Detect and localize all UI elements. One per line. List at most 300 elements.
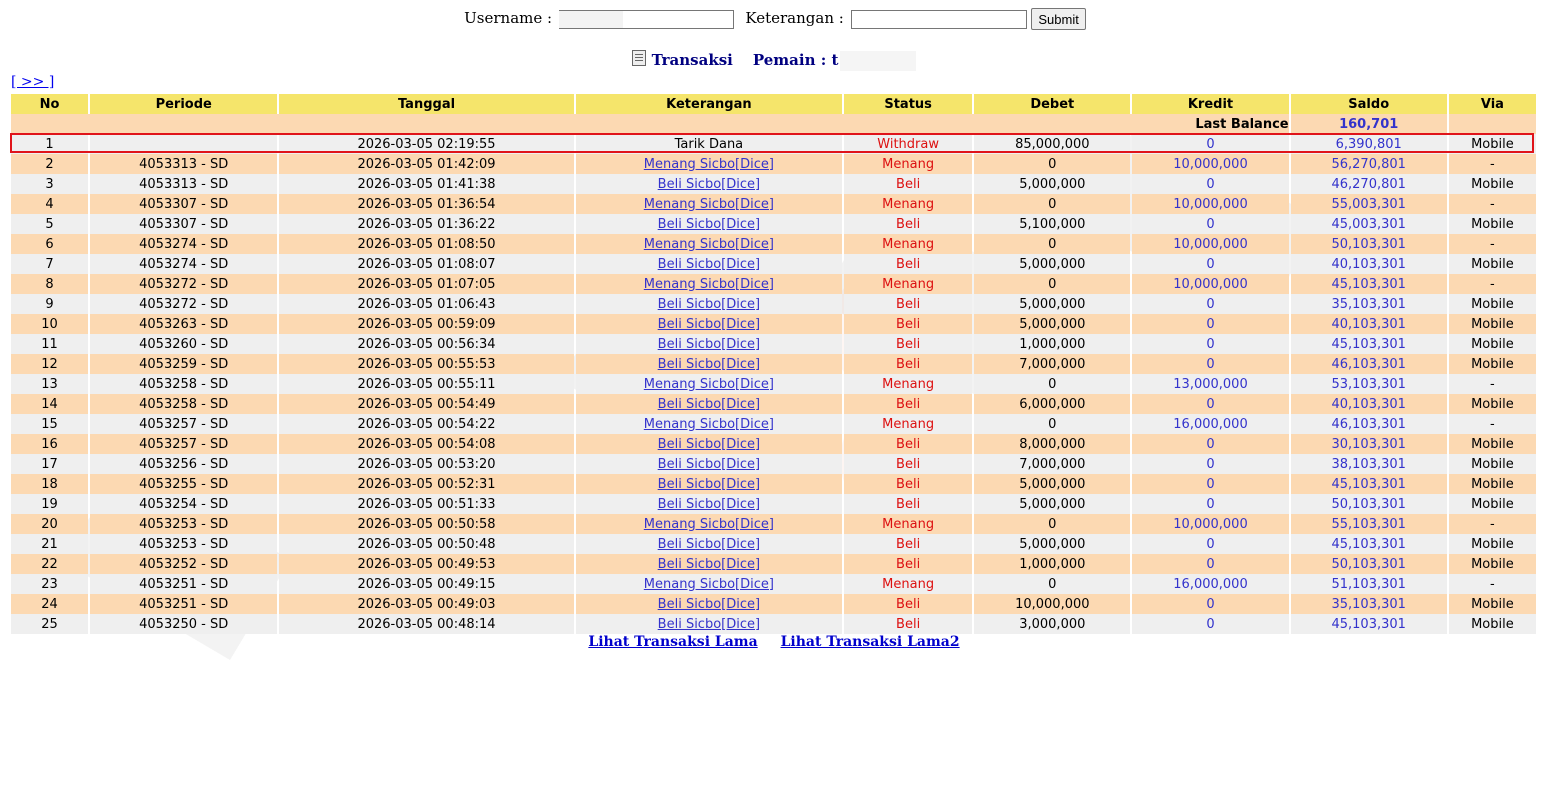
cell-periode: 4053253 - SD — [90, 514, 277, 534]
keterangan-link[interactable]: Beli Sicbo[Dice] — [657, 216, 761, 232]
cell-kredit: 0 — [1132, 554, 1288, 574]
cell-periode: 4053260 - SD — [90, 334, 277, 354]
last-balance-value: 160,701 — [1291, 114, 1447, 134]
col-header-debet: Debet — [974, 94, 1130, 114]
table-row — [11, 594, 1536, 614]
cell-tanggal: 2026-03-05 00:49:15 — [279, 574, 573, 594]
cell-no: 8 — [11, 274, 88, 294]
cell-kredit: 0 — [1132, 614, 1288, 634]
cell-via: Mobile — [1449, 474, 1536, 494]
cell-debet: 0 — [974, 234, 1130, 254]
cell-periode: 4053263 - SD — [90, 314, 277, 334]
keterangan-link[interactable]: Beli Sicbo[Dice] — [657, 476, 761, 492]
cell-saldo: 50,103,301 — [1291, 554, 1447, 574]
transaction-table — [9, 94, 1538, 634]
cell-via: - — [1449, 414, 1536, 434]
cell-debet: 0 — [974, 414, 1130, 434]
table-row — [11, 314, 1536, 334]
cell-kredit: 0 — [1132, 474, 1288, 494]
table-row — [11, 254, 1536, 274]
keterangan-link[interactable]: Beli Sicbo[Dice] — [657, 596, 761, 612]
cell-status: Beli — [844, 614, 972, 634]
keterangan-input[interactable] — [851, 10, 1027, 29]
cell-saldo: 45,103,301 — [1291, 474, 1447, 494]
table-row — [11, 394, 1536, 414]
cell-periode: 4053254 - SD — [90, 494, 277, 514]
cell-tanggal: 2026-03-05 00:52:31 — [279, 474, 573, 494]
cell-keterangan — [576, 294, 842, 314]
cell-via: Mobile — [1449, 254, 1536, 274]
table-row — [11, 174, 1536, 194]
cell-status: Menang — [844, 414, 972, 434]
cell-periode: 4053272 - SD — [90, 294, 277, 314]
cell-via: Mobile — [1449, 454, 1536, 474]
cell-periode: 4053259 - SD — [90, 354, 277, 374]
cell-no: 7 — [11, 254, 88, 274]
cell-kredit: 0 — [1132, 334, 1288, 354]
cell-keterangan — [576, 594, 842, 614]
cell-keterangan — [576, 194, 842, 214]
cell-kredit: 0 — [1132, 354, 1288, 374]
cell-keterangan — [576, 354, 842, 374]
keterangan-link[interactable]: Beli Sicbo[Dice] — [657, 436, 761, 452]
cell-periode: 4053307 - SD — [90, 194, 277, 214]
cell-status: Beli — [844, 554, 972, 574]
cell-kredit: 0 — [1132, 594, 1288, 614]
cell-debet: 0 — [974, 154, 1130, 174]
search-form — [0, 8, 1548, 30]
cell-no: 13 — [11, 374, 88, 394]
cell-status: Withdraw — [844, 134, 972, 154]
cell-debet: 0 — [974, 194, 1130, 214]
cell-tanggal: 2026-03-05 00:48:14 — [279, 614, 573, 634]
page-title: Transaksi — [651, 51, 733, 69]
cell-tanggal: 2026-03-05 00:49:53 — [279, 554, 573, 574]
cell-debet: 85,000,000 — [974, 134, 1130, 154]
table-row — [11, 234, 1536, 254]
table-row — [11, 454, 1536, 474]
cell-periode: 4053255 - SD — [90, 474, 277, 494]
cell-keterangan — [576, 434, 842, 454]
cell-via: Mobile — [1449, 134, 1536, 154]
footer-links — [0, 634, 1548, 650]
keterangan-link[interactable]: Beli Sicbo[Dice] — [657, 316, 761, 332]
keterangan-link[interactable]: Menang Sicbo[Dice] — [643, 376, 774, 392]
cell-no: 22 — [11, 554, 88, 574]
cell-via: - — [1449, 374, 1536, 394]
keterangan-link[interactable]: Beli Sicbo[Dice] — [657, 616, 761, 632]
cell-status: Menang — [844, 574, 972, 594]
cell-periode: 4053250 - SD — [90, 614, 277, 634]
cell-keterangan: Tarik Dana — [576, 134, 842, 154]
cell-keterangan — [576, 614, 842, 634]
cell-status: Beli — [844, 434, 972, 454]
cell-no: 9 — [11, 294, 88, 314]
table-row — [11, 154, 1536, 174]
cell-periode: 4053307 - SD — [90, 214, 277, 234]
table-row — [11, 334, 1536, 354]
cell-debet: 6,000,000 — [974, 394, 1130, 414]
cell-kredit: 0 — [1132, 494, 1288, 514]
cell-kredit: 10,000,000 — [1132, 514, 1288, 534]
cell-kredit: 16,000,000 — [1132, 414, 1288, 434]
cell-kredit: 16,000,000 — [1132, 574, 1288, 594]
cell-no: 23 — [11, 574, 88, 594]
keterangan-link[interactable]: Beli Sicbo[Dice] — [657, 536, 761, 552]
submit-button[interactable]: Submit — [1031, 8, 1085, 30]
cell-kredit: 10,000,000 — [1132, 274, 1288, 294]
keterangan-link[interactable]: Beli Sicbo[Dice] — [657, 356, 761, 372]
cell-kredit: 0 — [1132, 434, 1288, 454]
keterangan-label: Keterangan : — [745, 9, 844, 27]
cell-saldo: 50,103,301 — [1291, 494, 1447, 514]
cell-debet: 5,000,000 — [974, 474, 1130, 494]
cell-debet: 0 — [974, 574, 1130, 594]
cell-keterangan — [576, 454, 842, 474]
cell-debet: 3,000,000 — [974, 614, 1130, 634]
cell-periode: 4053256 - SD — [90, 454, 277, 474]
cell-via: - — [1449, 274, 1536, 294]
last-balance-empty — [1449, 114, 1536, 134]
cell-no: 4 — [11, 194, 88, 214]
cell-status: Beli — [844, 314, 972, 334]
cell-via: Mobile — [1449, 534, 1536, 554]
cell-saldo: 38,103,301 — [1291, 454, 1447, 474]
cell-no: 14 — [11, 394, 88, 414]
cell-keterangan — [576, 534, 842, 554]
cell-status: Menang — [844, 274, 972, 294]
cell-status: Menang — [844, 154, 972, 174]
cell-status: Menang — [844, 374, 972, 394]
cell-no: 10 — [11, 314, 88, 334]
cell-no: 25 — [11, 614, 88, 634]
cell-kredit: 0 — [1132, 254, 1288, 274]
cell-tanggal: 2026-03-05 01:07:05 — [279, 274, 573, 294]
cell-periode: 4053251 - SD — [90, 594, 277, 614]
cell-no: 3 — [11, 174, 88, 194]
cell-tanggal: 2026-03-05 00:55:11 — [279, 374, 573, 394]
cell-no: 5 — [11, 214, 88, 234]
pemain-label: Pemain : t — [752, 51, 839, 69]
table-row — [11, 574, 1536, 594]
cell-status: Beli — [844, 174, 972, 194]
keterangan-link[interactable]: Beli Sicbo[Dice] — [657, 256, 761, 272]
cell-via: Mobile — [1449, 354, 1536, 374]
col-header-status: Status — [844, 94, 972, 114]
cell-saldo: 53,103,301 — [1291, 374, 1447, 394]
cell-via: - — [1449, 154, 1536, 174]
col-header-periode: Periode — [90, 94, 277, 114]
cell-tanggal: 2026-03-05 00:56:34 — [279, 334, 573, 354]
cell-saldo: 56,270,801 — [1291, 154, 1447, 174]
keterangan-link[interactable]: Beli Sicbo[Dice] — [657, 176, 761, 192]
cell-via: Mobile — [1449, 294, 1536, 314]
cell-status: Beli — [844, 294, 972, 314]
cell-saldo: 51,103,301 — [1291, 574, 1447, 594]
cell-status: Menang — [844, 194, 972, 214]
cell-tanggal: 2026-03-05 01:06:43 — [279, 294, 573, 314]
cell-tanggal: 2026-03-05 01:36:54 — [279, 194, 573, 214]
keterangan-link[interactable]: Menang Sicbo[Dice] — [643, 516, 774, 532]
cell-saldo: 40,103,301 — [1291, 254, 1447, 274]
table-row — [11, 494, 1536, 514]
cell-keterangan — [576, 494, 842, 514]
last-balance-label: Last Balance — [11, 114, 1289, 134]
cell-saldo: 50,103,301 — [1291, 234, 1447, 254]
table-row — [11, 514, 1536, 534]
cell-debet: 7,000,000 — [974, 454, 1130, 474]
cell-debet: 5,100,000 — [974, 214, 1130, 234]
keterangan-link[interactable]: Menang Sicbo[Dice] — [643, 276, 774, 292]
old-transactions-link[interactable]: Lihat Transaksi Lama — [588, 634, 758, 650]
cell-via: Mobile — [1449, 334, 1536, 354]
cell-keterangan — [576, 334, 842, 354]
cell-saldo: 45,103,301 — [1291, 334, 1447, 354]
cell-keterangan — [576, 514, 842, 534]
keterangan-link[interactable]: Beli Sicbo[Dice] — [657, 496, 761, 512]
cell-kredit: 10,000,000 — [1132, 194, 1288, 214]
cell-via: - — [1449, 194, 1536, 214]
cell-status: Beli — [844, 494, 972, 514]
cell-debet: 5,000,000 — [974, 174, 1130, 194]
cell-kredit: 10,000,000 — [1132, 234, 1288, 254]
col-header-saldo: Saldo — [1291, 94, 1447, 114]
cell-periode: 4053251 - SD — [90, 574, 277, 594]
cell-saldo: 45,103,301 — [1291, 614, 1447, 634]
table-row — [11, 354, 1536, 374]
cell-keterangan — [576, 314, 842, 334]
cell-saldo: 35,103,301 — [1291, 294, 1447, 314]
cell-debet: 8,000,000 — [974, 434, 1130, 454]
cell-debet: 1,000,000 — [974, 554, 1130, 574]
cell-periode: 4053313 - SD — [90, 154, 277, 174]
cell-kredit: 0 — [1132, 134, 1288, 154]
cell-no: 11 — [11, 334, 88, 354]
last-balance-row — [11, 114, 1536, 134]
cell-no: 15 — [11, 414, 88, 434]
table-row — [11, 194, 1536, 214]
cell-status: Beli — [844, 454, 972, 474]
cell-status: Beli — [844, 254, 972, 274]
keterangan-link[interactable]: Menang Sicbo[Dice] — [643, 416, 774, 432]
cell-tanggal: 2026-03-05 01:08:07 — [279, 254, 573, 274]
cell-via: Mobile — [1449, 614, 1536, 634]
pemain-redaction — [840, 51, 916, 71]
username-redaction — [559, 11, 623, 28]
cell-periode: 4053274 - SD — [90, 254, 277, 274]
cell-kredit: 0 — [1132, 294, 1288, 314]
cell-saldo: 45,103,301 — [1291, 534, 1447, 554]
keterangan-link[interactable]: Beli Sicbo[Dice] — [657, 396, 761, 412]
cell-status: Menang — [844, 514, 972, 534]
cell-tanggal: 2026-03-05 00:53:20 — [279, 454, 573, 474]
cell-tanggal: 2026-03-05 00:54:22 — [279, 414, 573, 434]
table-row — [11, 534, 1536, 554]
cell-no: 21 — [11, 534, 88, 554]
cell-no: 18 — [11, 474, 88, 494]
cell-keterangan — [576, 254, 842, 274]
cell-tanggal: 2026-03-05 01:08:50 — [279, 234, 573, 254]
table-row — [11, 614, 1536, 634]
cell-keterangan — [576, 234, 842, 254]
cell-periode: 4053257 - SD — [90, 414, 277, 434]
col-header-tanggal: Tanggal — [279, 94, 573, 114]
cell-saldo: 46,103,301 — [1291, 414, 1447, 434]
cell-periode — [90, 134, 277, 154]
cell-tanggal: 2026-03-05 02:19:55 — [279, 134, 573, 154]
cell-saldo: 45,003,301 — [1291, 214, 1447, 234]
cell-saldo: 6,390,801 — [1291, 134, 1447, 154]
cell-periode: 4053274 - SD — [90, 234, 277, 254]
cell-debet: 0 — [974, 374, 1130, 394]
table-row — [11, 434, 1536, 454]
cell-keterangan — [576, 374, 842, 394]
cell-via: - — [1449, 574, 1536, 594]
cell-no: 12 — [11, 354, 88, 374]
cell-saldo: 40,103,301 — [1291, 314, 1447, 334]
cell-debet: 5,000,000 — [974, 314, 1130, 334]
cell-saldo: 55,103,301 — [1291, 514, 1447, 534]
cell-kredit: 10,000,000 — [1132, 154, 1288, 174]
cell-kredit: 0 — [1132, 534, 1288, 554]
cell-no: 16 — [11, 434, 88, 454]
cell-kredit: 0 — [1132, 394, 1288, 414]
username-label: Username : — [464, 9, 553, 27]
cell-saldo: 55,003,301 — [1291, 194, 1447, 214]
col-header-no: No — [11, 94, 88, 114]
cell-keterangan — [576, 174, 842, 194]
cell-keterangan — [576, 394, 842, 414]
cell-tanggal: 2026-03-05 00:50:58 — [279, 514, 573, 534]
cell-saldo: 46,270,801 — [1291, 174, 1447, 194]
cell-tanggal: 2026-03-05 00:54:49 — [279, 394, 573, 414]
cell-via: - — [1449, 514, 1536, 534]
col-header-keterangan: Keterangan — [576, 94, 842, 114]
table-row — [11, 294, 1536, 314]
table-header-row — [11, 94, 1536, 114]
cell-debet: 5,000,000 — [974, 294, 1130, 314]
cell-saldo: 45,103,301 — [1291, 274, 1447, 294]
cell-periode: 4053272 - SD — [90, 274, 277, 294]
cell-no: 20 — [11, 514, 88, 534]
cell-tanggal: 2026-03-05 01:36:22 — [279, 214, 573, 234]
cell-saldo: 35,103,301 — [1291, 594, 1447, 614]
table-row — [11, 414, 1536, 434]
cell-keterangan — [576, 274, 842, 294]
cell-kredit: 0 — [1132, 174, 1288, 194]
cell-status: Beli — [844, 214, 972, 234]
cell-no: 2 — [11, 154, 88, 174]
cell-status: Beli — [844, 594, 972, 614]
cell-status: Beli — [844, 474, 972, 494]
cell-debet: 10,000,000 — [974, 594, 1130, 614]
cell-via: Mobile — [1449, 554, 1536, 574]
cell-status: Beli — [844, 334, 972, 354]
cell-debet: 1,000,000 — [974, 334, 1130, 354]
page-heading — [0, 50, 1548, 71]
cell-kredit: 13,000,000 — [1132, 374, 1288, 394]
col-header-kredit: Kredit — [1132, 94, 1288, 114]
cell-status: Menang — [844, 234, 972, 254]
cell-tanggal: 2026-03-05 00:55:53 — [279, 354, 573, 374]
cell-keterangan — [576, 574, 842, 594]
cell-tanggal: 2026-03-05 00:59:09 — [279, 314, 573, 334]
cell-via: Mobile — [1449, 394, 1536, 414]
keterangan-link[interactable]: Beli Sicbo[Dice] — [657, 556, 761, 572]
cell-saldo: 46,103,301 — [1291, 354, 1447, 374]
keterangan-link[interactable]: Beli Sicbo[Dice] — [657, 336, 761, 352]
cell-tanggal: 2026-03-05 00:54:08 — [279, 434, 573, 454]
cell-periode: 4053258 - SD — [90, 394, 277, 414]
table-row — [11, 134, 1536, 154]
table-row — [11, 274, 1536, 294]
cell-periode: 4053313 - SD — [90, 174, 277, 194]
cell-via: - — [1449, 234, 1536, 254]
cell-no: 1 — [11, 134, 88, 154]
keterangan-link[interactable]: Menang Sicbo[Dice] — [643, 236, 774, 252]
cell-tanggal: 2026-03-05 00:50:48 — [279, 534, 573, 554]
cell-tanggal: 2026-03-05 00:49:03 — [279, 594, 573, 614]
cell-saldo: 40,103,301 — [1291, 394, 1447, 414]
col-header-via: Via — [1449, 94, 1536, 114]
cell-tanggal: 2026-03-05 00:51:33 — [279, 494, 573, 514]
table-row — [11, 374, 1536, 394]
cell-tanggal: 2026-03-05 01:42:09 — [279, 154, 573, 174]
cell-tanggal: 2026-03-05 01:41:38 — [279, 174, 573, 194]
cell-no: 19 — [11, 494, 88, 514]
cell-via: Mobile — [1449, 314, 1536, 334]
keterangan-link[interactable]: Menang Sicbo[Dice] — [643, 196, 774, 212]
cell-debet: 5,000,000 — [974, 534, 1130, 554]
cell-debet: 0 — [974, 274, 1130, 294]
cell-keterangan — [576, 474, 842, 494]
keterangan-link[interactable]: Beli Sicbo[Dice] — [657, 456, 761, 472]
table-row — [11, 554, 1536, 574]
table-row — [11, 474, 1536, 494]
cell-debet: 0 — [974, 514, 1130, 534]
cell-keterangan — [576, 414, 842, 434]
cell-via: Mobile — [1449, 214, 1536, 234]
cell-no: 6 — [11, 234, 88, 254]
keterangan-link[interactable]: Menang Sicbo[Dice] — [643, 576, 774, 592]
cell-saldo: 30,103,301 — [1291, 434, 1447, 454]
cell-no: 24 — [11, 594, 88, 614]
cell-keterangan — [576, 554, 842, 574]
cell-status: Beli — [844, 534, 972, 554]
keterangan-link[interactable]: Menang Sicbo[Dice] — [643, 156, 774, 172]
cell-via: Mobile — [1449, 594, 1536, 614]
cell-debet: 7,000,000 — [974, 354, 1130, 374]
keterangan-link[interactable]: Beli Sicbo[Dice] — [657, 296, 761, 312]
cell-periode: 4053253 - SD — [90, 534, 277, 554]
cell-via: Mobile — [1449, 434, 1536, 454]
cell-status: Beli — [844, 354, 972, 374]
cell-kredit: 0 — [1132, 214, 1288, 234]
cell-via: Mobile — [1449, 174, 1536, 194]
cell-via: Mobile — [1449, 494, 1536, 514]
next-page-link[interactable]: [ >> ] — [11, 74, 55, 90]
document-icon — [632, 50, 646, 66]
cell-kredit: 0 — [1132, 454, 1288, 474]
cell-no: 17 — [11, 454, 88, 474]
old-transactions-link-2[interactable]: Lihat Transaksi Lama2 — [780, 634, 960, 650]
cell-status: Beli — [844, 394, 972, 414]
cell-debet: 5,000,000 — [974, 494, 1130, 514]
cell-periode: 4053257 - SD — [90, 434, 277, 454]
cell-periode: 4053252 - SD — [90, 554, 277, 574]
cell-periode: 4053258 - SD — [90, 374, 277, 394]
cell-keterangan — [576, 154, 842, 174]
